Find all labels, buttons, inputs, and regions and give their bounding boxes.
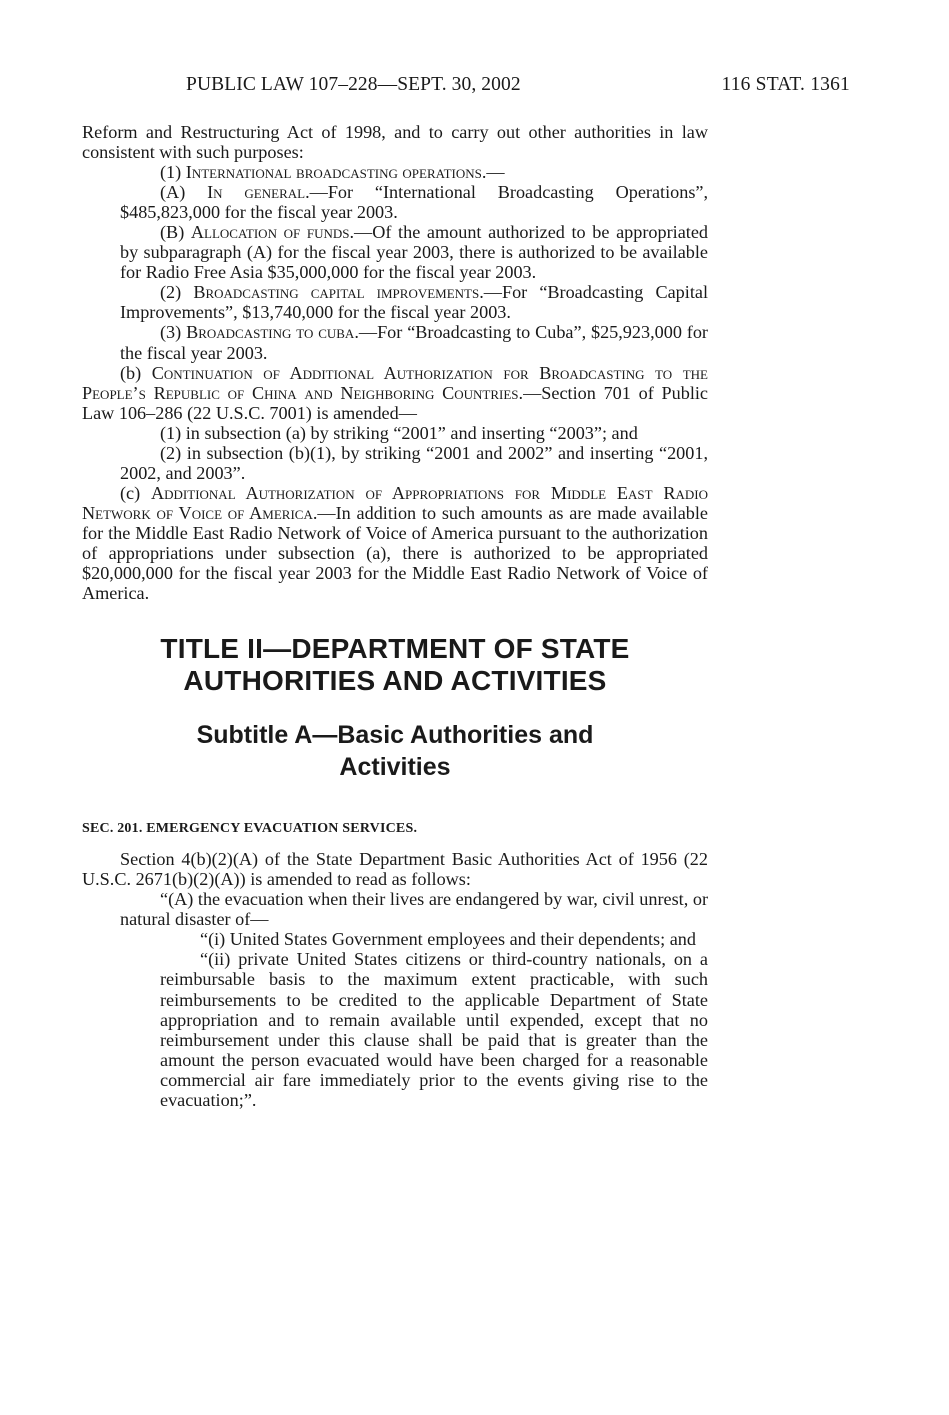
paragraph-tail: .—For “Broadcasting to Cuba”, $25,923,000 for the fiscal year 2003.: [120, 322, 708, 363]
section-heading: SEC. 201. EMERGENCY EVACUATION SERVICES.: [82, 821, 418, 837]
title-line-2: AUTHORITIES AND ACTIVITIES: [183, 665, 607, 697]
header-title: PUBLIC LAW 107–228—SEPT. 30, 2002: [186, 74, 521, 95]
paragraph-allocation-of-funds: [82, 222, 708, 282]
paragraph-heading-smallcaps: Continuation of Additional Authorization for Broadcasting to the People’s Republic of China and Neighboring Countries: [82, 362, 708, 403]
section-clause-ii: “(ii) private United States citizens or third-country nationals, on a reimbursable basis to the maximum extent practicable, with such reimbursements to be credited to the applicable Department of State appropriation and to remain available until expended, except that no reimbursement under this clause shall be paid that is greater than the amount the person evacuated would have been charged for a reasonable commercial air fare immediately prior to the events giving rise to the evacuation;”.: [160, 949, 708, 1110]
paragraph-middle-east-radio: [82, 483, 708, 603]
subtitle-heading: [82, 719, 708, 783]
paragraph-tail: .—Section 701 of Public Law 106–286 (22 U.S.C. 7001) is amended—: [82, 382, 709, 423]
title-line-1: TITLE II—DEPARTMENT OF STATE: [160, 633, 630, 665]
section-paragraph-evacuation: “(A) the evacuation when their lives are endangered by war, civil unrest, or natural disaster of—: [120, 889, 708, 930]
paragraph-subsection-a-amendment: (1) in subsection (a) by striking “2001” and inserting “2003”; and: [160, 422, 638, 443]
running-header: [186, 74, 850, 100]
paragraph-lead: (B): [160, 222, 191, 243]
paragraph-heading-smallcaps: Broadcasting to cuba: [186, 322, 355, 343]
subtitle-line-1: Subtitle A—Basic Authorities and: [196, 721, 594, 750]
paragraph-lead: (c): [120, 482, 152, 503]
paragraph-heading-smallcaps: Broadcasting capital improvements: [193, 282, 480, 303]
paragraph-tail: .—For “International Broadcasting Operations”, $485,823,000 for the fiscal year 2003.: [120, 182, 709, 223]
paragraph-capital-improvements: [82, 282, 708, 322]
paragraph-tail: .—: [481, 162, 505, 183]
paragraph-lead: (b): [120, 362, 152, 383]
page-body: [82, 122, 708, 1110]
paragraph-lead: (2): [160, 282, 194, 303]
header-stat-page: 116 STAT. 1361: [721, 74, 850, 95]
subtitle-line-2: Activities: [339, 753, 451, 782]
paragraph-lead: (A): [160, 182, 208, 203]
paragraph-heading-smallcaps: In general: [207, 182, 306, 203]
paragraph-subsection-b-amendment: (2) in subsection (b)(1), by striking “2001 and 2002” and inserting “2001, 2002, and 2003”.: [120, 442, 708, 483]
paragraph-tail: .—In addition to such amounts as are made available for the Middle East Radio Network of Voice of America pursuant to the authorization of appropriations under subsection (a), there is authorized to be appropriated $20,000,000 for the fiscal year 2003 for the Middle East Radio Network of Voice of America.: [82, 502, 709, 604]
paragraph-in-general: [82, 182, 708, 222]
paragraph-tail: .—Of the amount authorized to be appropriated by subparagraph (A) for the fiscal year 2003, there is authorized to be available for Radio Free Asia $35,000,000 for the fiscal year 2003.: [120, 222, 708, 283]
paragraph-lead: (1): [160, 162, 186, 183]
paragraph-continuation-china: [82, 363, 708, 423]
paragraph-heading-smallcaps: Allocation of funds: [190, 222, 350, 243]
section-clause-i: “(i) United States Government employees and their dependents; and: [200, 929, 696, 950]
paragraph-international-broadcasting: [82, 162, 708, 182]
paragraph-lead: (3): [160, 322, 187, 343]
title-heading: [82, 633, 708, 697]
paragraph-tail: .—For “Broadcasting Capital Improvements”, $13,740,000 for the fiscal year 2003.: [120, 282, 708, 323]
paragraph-heading-smallcaps: International broadcasting operations: [185, 162, 482, 183]
paragraph-broadcasting-to-cuba: [82, 322, 708, 362]
section-paragraph-amendment: Section 4(b)(2)(A) of the State Department Basic Authorities Act of 1956 (22 U.S.C. 2671(b)(2)(A)) is amended to read as follows:: [82, 849, 708, 890]
paragraph-continuation: Reform and Restructuring Act of 1998, and to carry out other authorities in law consistent with such purposes:: [82, 122, 708, 163]
paragraph-heading-smallcaps: Additional Authorization of Appropriations for Middle East Radio Network of Voice of America: [82, 482, 709, 523]
